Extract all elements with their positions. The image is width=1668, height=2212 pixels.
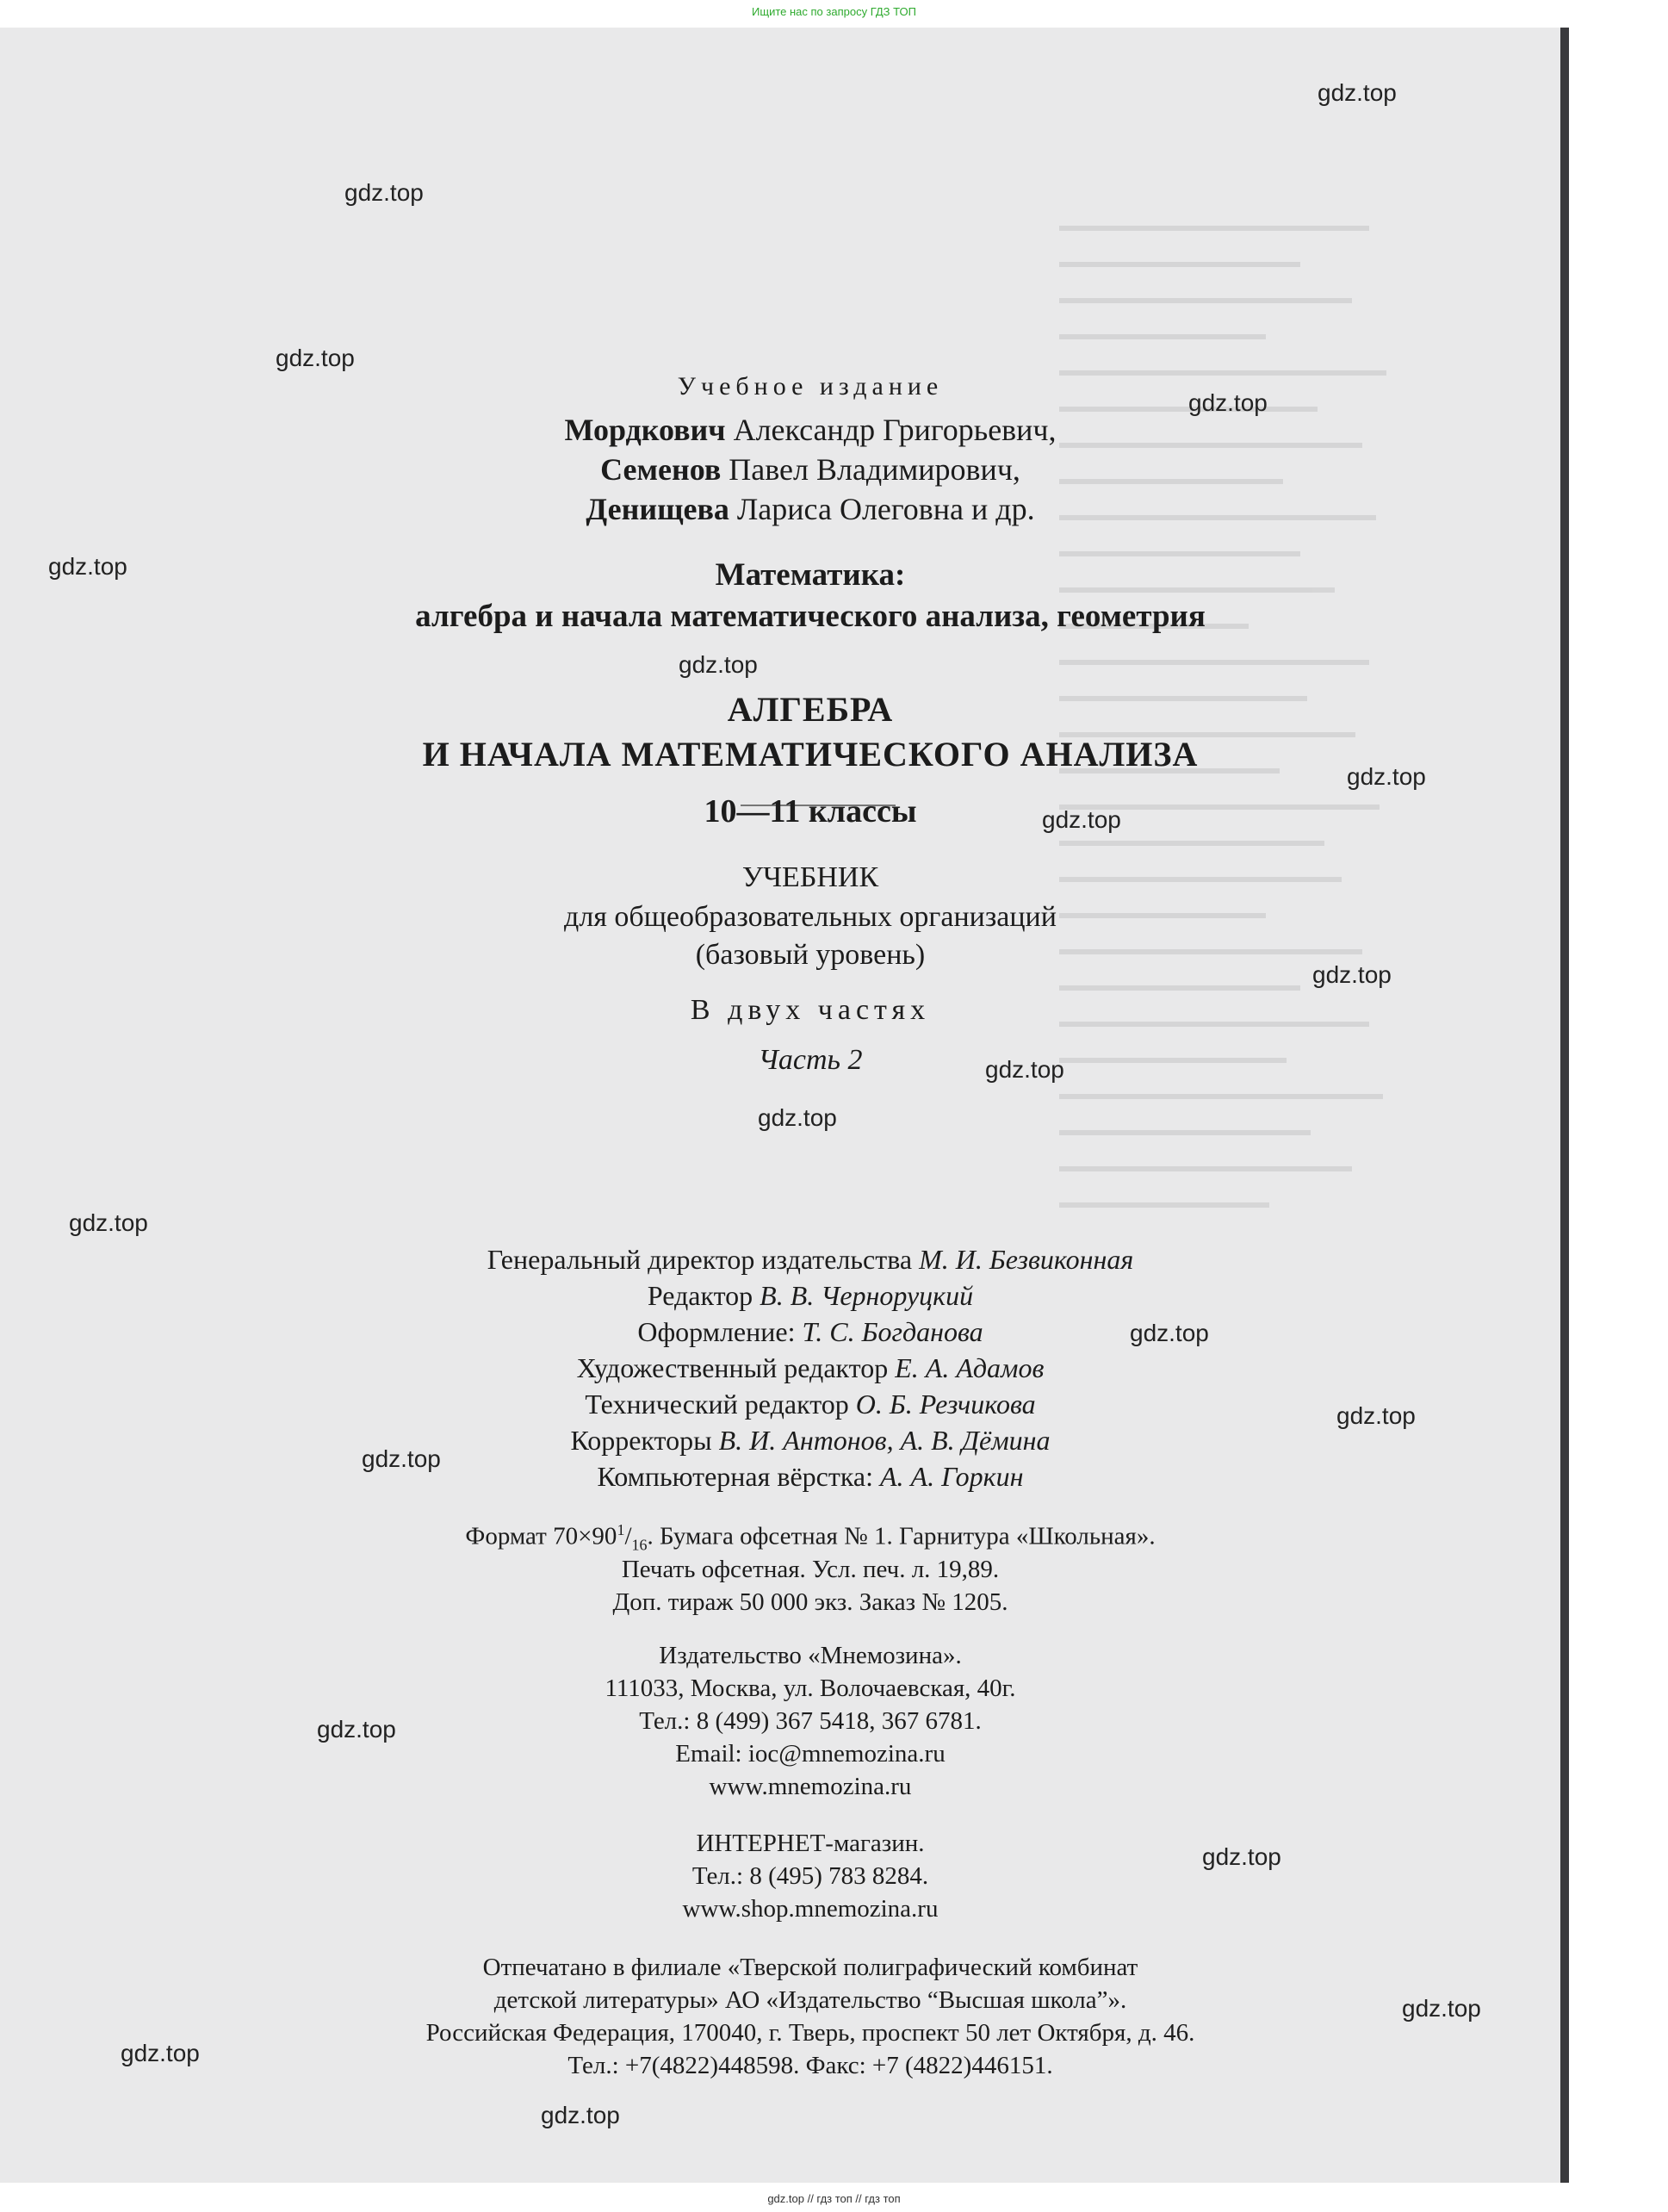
staff-2: Редактор В. В. Черноруцкий [647,1280,974,1311]
staff-5: Технический редактор О. Б. Резчикова [585,1389,1036,1420]
subject-line-2: алгебра и начала математического анализа, геометрия [415,599,1206,634]
printed-line-1: Отпечатано в филиале «Тверской полиграфический комбинат [482,1954,1138,1981]
watermark: gdz.top [758,1104,837,1131]
shop-phone: Тел.: 8 (495) 783 8284. [691,1862,929,1890]
watermark: gdz.top [679,651,758,678]
publisher-email: Email: ioc@mnemozina.ru [675,1740,946,1768]
tirazh-line: Доп. тираж 50 000 экз. Заказ № 1205. [612,1588,1008,1616]
staff-3: Оформление: Т. С. Богданова [637,1316,983,1347]
edition-label: Учебное издание [677,372,944,401]
watermark: gdz.top [362,1445,441,1472]
watermark: gdz.top [1336,1402,1416,1429]
bottom-banner: gdz.top // гдз топ // гдз топ [767,2192,901,2205]
author-1: Мордкович Александр Григорьевич, [564,413,1057,447]
watermark: gdz.top [1202,1843,1281,1870]
shop-site: www.shop.mnemozina.ru [682,1895,939,1923]
grades: 10—11 классы [704,793,917,830]
book-title-line-2: И НАЧАЛА МАТЕМАТИЧЕСКОГО АНАЛИЗА [422,735,1199,774]
watermark: gdz.top [317,1716,396,1743]
part: Часть 2 [758,1044,863,1076]
watermark: gdz.top [1402,1995,1481,2022]
publisher-address: 111033, Москва, ул. Волочаевская, 40г. [605,1675,1016,1702]
watermark: gdz.top [1318,79,1397,106]
watermark: gdz.top [121,2040,200,2066]
shop-name: ИНТЕРНЕТ-магазин. [696,1830,925,1857]
print-line: Печать офсетная. Усл. печ. л. 19,89. [621,1556,1000,1583]
author-2: Семенов Павел Владимирович, [600,452,1020,487]
staff-7: Компьютерная вёрстка: А. А. Горкин [597,1461,1024,1492]
publisher-name: Издательство «Мнемозина». [659,1642,962,1669]
staff-1: Генеральный директор издательства М. И. Безвиконная [487,1244,1134,1275]
watermark: gdz.top [344,179,424,206]
watermark: gdz.top [48,553,127,580]
watermark: gdz.top [1188,389,1268,416]
watermark: gdz.top [985,1056,1064,1083]
printed-line-4: Тел.: +7(4822)448598. Факс: +7 (4822)446151. [567,2052,1053,2079]
top-banner: Ищите нас по запросу ГДЗ ТОП [752,5,916,18]
watermark: gdz.top [276,345,355,371]
format-line: Формат $70\times 90^1/_{16}$. Бумага офсетная № 1. Гарнитура «Школьная». [465,1521,1156,1554]
watermark: gdz.top [541,2102,620,2128]
audience: для общеобразовательных организаций [564,901,1057,933]
printed-line-3: Российская Федерация, 170040, г. Тверь, проспект 50 лет Октября, д. 46. [425,2019,1195,2047]
watermark: gdz.top [1130,1320,1209,1346]
level: (базовый уровень) [695,939,926,971]
printed-line-2: детской литературы» АО «Издательство “Высшая школа”». [493,1986,1127,2014]
staff-4: Художественный редактор Е. А. Адамов [576,1352,1045,1383]
staff-6: Корректоры В. И. Антонов, А. В. Дёмина [570,1425,1051,1456]
watermark: gdz.top [1042,806,1121,833]
publisher-site: www.mnemozina.ru [709,1773,912,1800]
book-title-line-1: АЛГЕБРА [727,690,894,729]
parts-note: В двух частях [690,994,931,1026]
watermark: gdz.top [1312,961,1392,988]
publisher-phone: Тел.: 8 (499) 367 5418, 367 6781. [639,1707,982,1735]
watermark: gdz.top [69,1209,148,1236]
watermark: gdz.top [1347,763,1426,790]
subject-line-1: Математика: [715,557,906,593]
book-type: УЧЕБНИК [741,861,879,893]
author-3: Денищева Лариса Олеговна и др. [586,492,1035,526]
